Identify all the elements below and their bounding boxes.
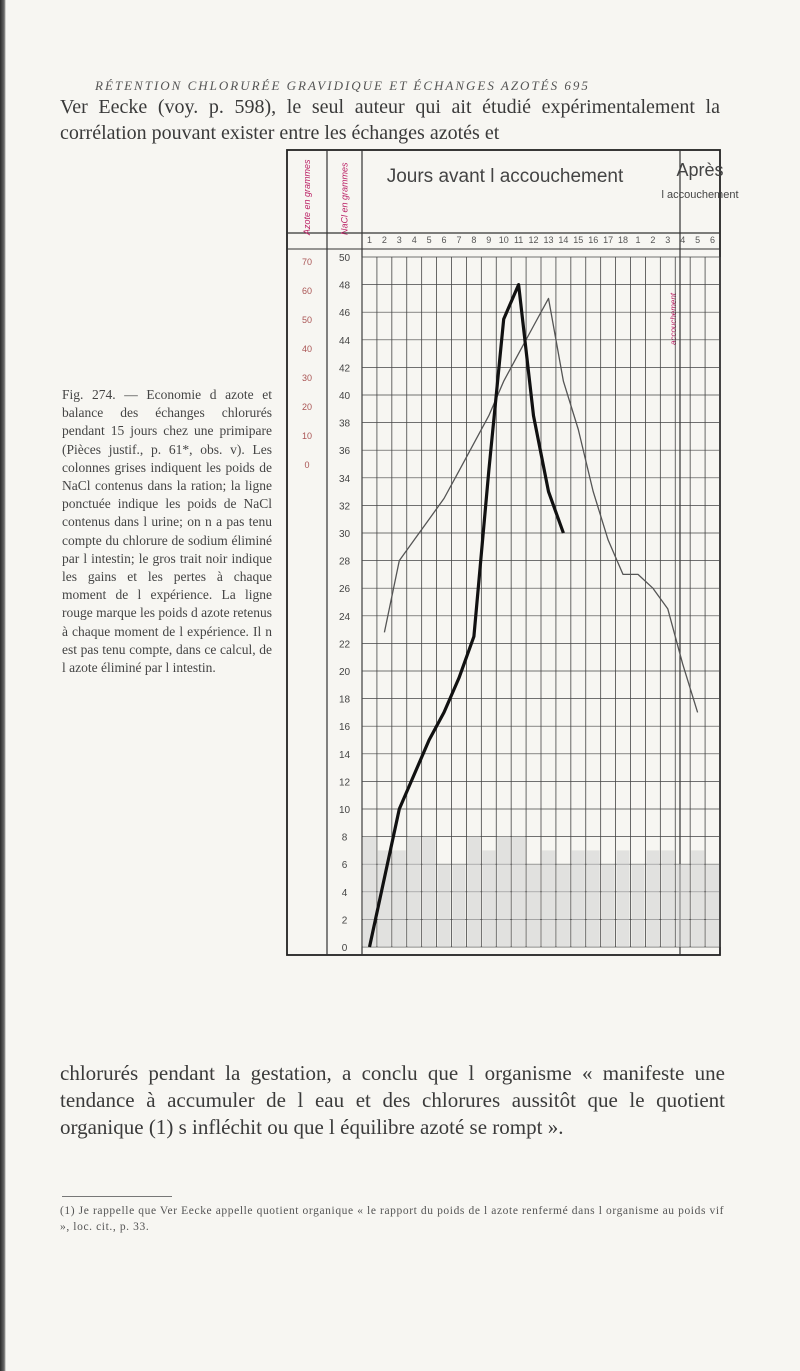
ration-column bbox=[393, 850, 406, 947]
day-label: 10 bbox=[498, 235, 509, 245]
day-label: 5 bbox=[426, 235, 432, 245]
nacl-tick: 42 bbox=[338, 363, 351, 375]
day-label: 8 bbox=[471, 235, 477, 245]
azote-tick: 0 bbox=[304, 460, 310, 470]
nacl-tick: 22 bbox=[338, 639, 351, 651]
day-label: 7 bbox=[456, 235, 462, 245]
day-label: 5 bbox=[695, 235, 701, 245]
header-before: Jours avant l accouchement bbox=[386, 166, 624, 187]
azote-tick: 40 bbox=[301, 344, 313, 354]
day-label: 16 bbox=[588, 235, 599, 245]
nacl-tick: 28 bbox=[338, 556, 351, 568]
nacl-tick: 32 bbox=[338, 501, 351, 513]
header-after-line1: Après bbox=[676, 160, 724, 180]
nacl-tick: 12 bbox=[338, 777, 351, 789]
nacl-tick: 50 bbox=[338, 253, 351, 264]
ration-column bbox=[676, 864, 689, 947]
nacl-tick: 46 bbox=[338, 308, 351, 320]
figure-caption: Fig. 274. — Economie d azote et balance des échanges chlorurés pendant 15 jours chez une primipare (Pièces justif., p. 61*, obs. v). Les colonnes grises indiquent les poids de NaCl contenus dans la ration; la ligne ponctuée indique les poids de NaCl contenus dans l urine; on n a pas tenu compte du chlorure de sodium éliminé par l intestin; le gros trait noir indique les gains et les pertes à chaque moment de l expérience. La ligne rouge marque les poids d azote retenus à chaque moment de l expérience. Il n est pas tenu compte, dans ce calcul, de l azote éliminé par l intestin. bbox=[62, 387, 272, 676]
day-label: 3 bbox=[396, 235, 402, 245]
nacl-tick: 38 bbox=[338, 418, 351, 430]
col-label-nacl: NaCl en grammes bbox=[339, 162, 350, 235]
page-edge-strip bbox=[0, 0, 6, 1371]
azote-tick: 10 bbox=[301, 431, 313, 441]
day-label: 6 bbox=[441, 235, 447, 245]
ration-column bbox=[527, 864, 540, 947]
ration-column bbox=[706, 864, 719, 947]
ration-column bbox=[557, 864, 570, 947]
bottom-paragraph: chlorurés pendant la gestation, a conclu que l organisme « manifeste une tendance à accumuler de l eau et des chlorures aussitôt que le quotient organique (1) s infléchit ou que l équilibre azoté se rompt ». bbox=[60, 1061, 725, 1139]
nacl-tick: 24 bbox=[338, 611, 351, 623]
ration-column bbox=[438, 864, 451, 947]
day-label: 11 bbox=[513, 235, 524, 245]
ration-column bbox=[646, 850, 659, 947]
ration-column bbox=[453, 864, 466, 947]
nacl-tick: 6 bbox=[341, 860, 348, 872]
nacl-tick: 18 bbox=[338, 694, 351, 706]
nacl-tick: 16 bbox=[338, 722, 351, 734]
nacl-tick: 0 bbox=[341, 943, 348, 954]
nacl-tick: 26 bbox=[338, 584, 351, 596]
azote-tick: 30 bbox=[301, 373, 313, 383]
day-label: 3 bbox=[665, 235, 671, 245]
ration-column bbox=[497, 837, 510, 947]
series-line-chloride-balance bbox=[370, 285, 564, 947]
nacl-tick: 40 bbox=[338, 391, 351, 402]
ration-column bbox=[408, 837, 421, 947]
day-label: 17 bbox=[603, 235, 614, 245]
series-line-nitrogen-retained bbox=[384, 298, 697, 712]
day-label: 6 bbox=[710, 235, 716, 245]
ration-column bbox=[661, 850, 674, 947]
day-label: 18 bbox=[618, 235, 629, 245]
day-label: 4 bbox=[680, 235, 686, 245]
ration-column bbox=[378, 850, 391, 947]
ration-column bbox=[482, 850, 495, 947]
day-label: 13 bbox=[543, 235, 554, 245]
day-label: 1 bbox=[635, 235, 641, 245]
day-label: 1 bbox=[366, 235, 372, 245]
ration-column bbox=[587, 850, 600, 947]
azote-tick: 70 bbox=[301, 257, 313, 267]
nacl-tick: 48 bbox=[338, 280, 351, 292]
ration-column bbox=[572, 850, 585, 947]
nacl-tick: 8 bbox=[341, 832, 348, 844]
top-paragraph: Ver Eecke (voy. p. 598), le seul auteur qui ait étudié expérimentalement la corrélation pouvant exister entre les échanges azotés et bbox=[60, 96, 720, 144]
col-label-azote: Azote en grammes bbox=[302, 159, 312, 235]
ration-column bbox=[602, 864, 615, 947]
day-label: 2 bbox=[650, 235, 656, 245]
azote-tick: 60 bbox=[301, 286, 313, 296]
azote-tick: 50 bbox=[301, 315, 313, 325]
nacl-tick: 4 bbox=[341, 887, 348, 899]
chart-frame bbox=[287, 150, 720, 955]
ration-column bbox=[423, 837, 436, 947]
running-head: RÉTENTION CHLORURÉE GRAVIDIQUE ET ÉCHANGES AZOTÉS 695 bbox=[95, 78, 590, 93]
nacl-tick: 34 bbox=[338, 473, 351, 485]
azote-tick: 20 bbox=[301, 402, 313, 412]
nacl-tick: 36 bbox=[338, 446, 351, 458]
marker-label: accouchement bbox=[669, 292, 678, 345]
ration-column bbox=[632, 864, 645, 947]
nacl-tick: 44 bbox=[338, 335, 351, 347]
nacl-tick: 14 bbox=[338, 749, 351, 761]
nacl-tick: 20 bbox=[338, 667, 351, 678]
nacl-tick: 2 bbox=[341, 915, 348, 927]
footnote: (1) Je rappelle que Ver Eecke appelle quotient organique « le rapport du poids de l azote renfermé dans l organisme au poids vif », loc. cit., p. 33. bbox=[60, 1205, 725, 1233]
ration-column bbox=[467, 837, 480, 947]
ration-column bbox=[512, 837, 525, 947]
day-label: 2 bbox=[381, 235, 387, 245]
day-label: 9 bbox=[486, 235, 492, 245]
footnote-separator bbox=[62, 1196, 172, 1197]
ration-column bbox=[363, 837, 376, 947]
day-label: 14 bbox=[558, 235, 569, 245]
ration-column bbox=[691, 850, 704, 947]
header-after-line2: l accouchement bbox=[661, 189, 739, 201]
ration-column bbox=[542, 850, 555, 947]
day-label: 12 bbox=[528, 235, 539, 245]
day-label: 15 bbox=[573, 235, 584, 245]
nacl-tick: 30 bbox=[338, 529, 351, 540]
ration-column bbox=[617, 850, 630, 947]
day-label: 4 bbox=[411, 235, 417, 245]
nacl-tick: 10 bbox=[338, 805, 351, 816]
